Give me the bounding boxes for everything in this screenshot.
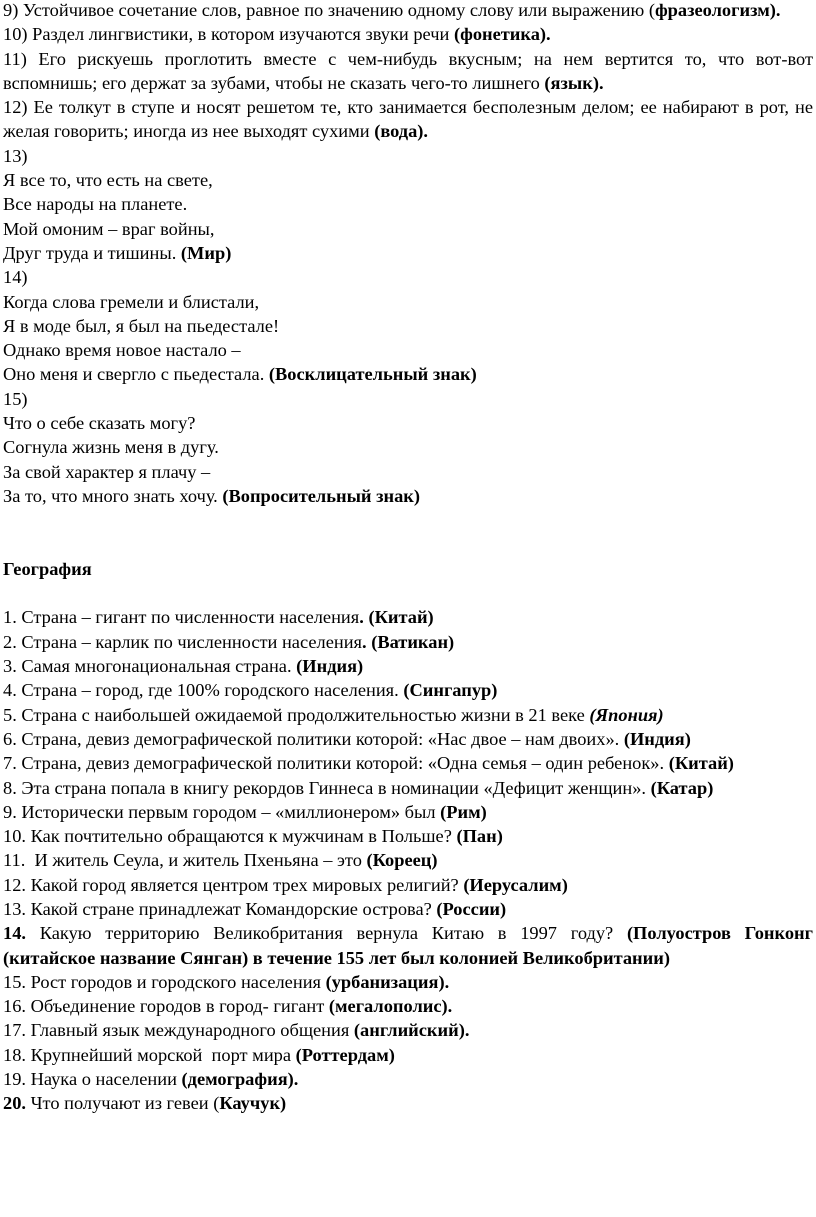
geo-q15-text: 15. Рост городов и городского населения xyxy=(3,971,326,992)
geo-q8 xyxy=(3,776,813,800)
geo-q14-text: Какую территорию Великобритания вернула Китаю в 1997 году? xyxy=(26,923,627,944)
geo-q9-text: 9. Исторически первым городом – «миллионером» был xyxy=(3,801,441,822)
riddle-answer: (Вопросительный знак) xyxy=(222,485,421,506)
geo-q7-answer: (Китай) xyxy=(668,753,734,774)
riddle-answer: (Восклицательный знак) xyxy=(268,364,477,385)
geo-q11-answer: (Кореец) xyxy=(366,850,438,871)
geo-q1 xyxy=(3,605,813,629)
item-12 xyxy=(3,95,813,144)
item-10-answer: (фонетика). xyxy=(453,24,551,45)
geo-q19-answer: (демография). xyxy=(181,1069,299,1090)
geo-q3-answer: (Индия) xyxy=(296,656,364,677)
riddle-number: 15) xyxy=(3,388,28,409)
geo-q8-text: 8. Эта страна попала в книгу рекордов Гиннеса в номинации «Дефицит женщин». xyxy=(3,777,651,798)
geo-q10 xyxy=(3,824,813,848)
geo-q20-text: Что получают из гевеи ( xyxy=(26,1093,220,1114)
geo-q16-text: 16. Объединение городов в город- гигант xyxy=(3,996,329,1017)
geo-q10-text: 10. Как почтительно обращаются к мужчинам в Польше? xyxy=(3,826,457,847)
riddle-last-line xyxy=(3,362,813,386)
section-spacer xyxy=(3,508,813,557)
item-12-answer: (вода). xyxy=(374,121,429,142)
heading-spacer xyxy=(3,581,813,605)
geo-q7 xyxy=(3,751,813,775)
geo-q3 xyxy=(3,654,813,678)
geo-q9-answer: (Рим) xyxy=(440,801,487,822)
geo-q10-answer: (Пан) xyxy=(456,826,503,847)
item-9-answer: фразеологизм). xyxy=(654,0,781,20)
geo-q17-text: 17. Главный язык международного общения xyxy=(3,1020,354,1041)
riddle-line: Я в моде был, я был на пьедестале! xyxy=(3,315,280,336)
geo-q6 xyxy=(3,727,813,751)
riddle-15 xyxy=(3,387,813,508)
geo-q4 xyxy=(3,678,813,702)
geo-q12-answer: (Иерусалим) xyxy=(463,874,568,895)
geo-q20-answer: Каучук) xyxy=(219,1093,287,1114)
geo-q5 xyxy=(3,703,813,727)
geo-q6-answer: (Индия) xyxy=(623,728,691,749)
riddle-number: 13) xyxy=(3,145,28,166)
riddle-line: Что о себе сказать могу? xyxy=(3,413,196,434)
geo-q16-answer: (мегалополис). xyxy=(328,996,453,1017)
geo-q16 xyxy=(3,994,813,1018)
geo-q13 xyxy=(3,897,813,921)
item-11-text: 11) Его рискуешь проглотить вместе с чем-нибудь вкусным; на нем вертится то, что вот-вот вспомнишь; его держат за зубами, чтобы не сказать чего-то лишнего xyxy=(3,48,813,93)
geo-q7-text: 7. Страна, девиз демографической политики которой: «Одна семья – один ребенок». xyxy=(3,753,669,774)
geo-q9 xyxy=(3,800,813,824)
geo-q12 xyxy=(3,873,813,897)
item-11 xyxy=(3,47,813,96)
geography-heading-text: География xyxy=(3,558,92,579)
riddle-line: Однако время новое настало – xyxy=(3,340,241,361)
riddle-last-line xyxy=(3,241,813,265)
geo-q4-answer: (Сингапур) xyxy=(403,680,498,701)
geo-q11-text: 11. И житель Сеула, и житель Пхеньяна – это xyxy=(3,850,367,871)
geo-q15 xyxy=(3,970,813,994)
item-12-text: 12) Ее толкут в ступе и носят решетом те, кто занимается бесполезным делом; ее набирают в рот, не желая говорить; иногда из нее выходят сухими xyxy=(3,97,813,142)
geo-q14-number: 14. xyxy=(3,923,26,944)
riddle-line-text: Оно меня и свергло с пьедестала. xyxy=(3,364,269,385)
geo-q3-text: 3. Самая многонациональная страна. xyxy=(3,656,297,677)
geo-q15-answer: (урбанизация). xyxy=(325,971,450,992)
geo-q1-answer: . (Китай) xyxy=(359,607,434,628)
riddle-line: Согнула жизнь меня в дугу. xyxy=(3,437,219,458)
riddle-14 xyxy=(3,265,813,386)
geography-heading xyxy=(3,557,813,581)
riddle-last-line xyxy=(3,484,813,508)
riddle-line: Когда слова гремели и блистали, xyxy=(3,291,260,312)
geo-q2-answer: . (Ватикан) xyxy=(362,631,455,652)
geo-q5-answer: (Япония) xyxy=(589,704,664,725)
item-9-text: 9) Устойчивое сочетание слов, равное по значению одному слову или выражению ( xyxy=(3,0,655,20)
item-10-text: 10) Раздел лингвистики, в котором изучаются звуки речи xyxy=(3,24,454,45)
geo-q14 xyxy=(3,921,813,970)
riddle-13 xyxy=(3,144,813,265)
geo-q20-number: 20. xyxy=(3,1093,26,1114)
riddle-line: За свой характер я плачу – xyxy=(3,461,211,482)
geo-q6-text: 6. Страна, девиз демографической политики которой: «Нас двое – нам двоих». xyxy=(3,728,624,749)
riddle-line: Мой омоним – враг войны, xyxy=(3,218,215,239)
riddle-number: 14) xyxy=(3,267,28,288)
geo-q4-text: 4. Страна – город, где 100% городского населения. xyxy=(3,680,404,701)
geo-q17-answer: (английский). xyxy=(353,1020,470,1041)
geo-q18-answer: (Роттердам) xyxy=(295,1044,395,1065)
geo-q5-text: 5. Страна с наибольшей ожидаемой продолжительностью жизни в 21 веке xyxy=(3,704,590,725)
geo-q11 xyxy=(3,848,813,872)
riddle-line: Все народы на планете. xyxy=(3,194,188,215)
riddle-line: Я все то, что есть на свете, xyxy=(3,170,213,191)
item-9 xyxy=(3,0,813,22)
riddle-line-text: Друг труда и тишины. xyxy=(3,242,181,263)
geo-q2 xyxy=(3,630,813,654)
geo-q8-answer: (Катар) xyxy=(650,777,714,798)
geo-q19 xyxy=(3,1067,813,1091)
riddle-answer: (Мир) xyxy=(180,242,232,263)
geo-q13-answer: (России) xyxy=(436,898,507,919)
geo-q12-text: 12. Какой город является центром трех мировых религий? xyxy=(3,874,464,895)
geo-q17 xyxy=(3,1018,813,1042)
geo-q14-answer: (Полуостров Гонконг (китайское название Сянган) в течение 155 лет был колонией Великобритании) xyxy=(3,923,813,968)
geo-q13-text: 13. Какой стране принадлежат Командорские острова? xyxy=(3,898,437,919)
geo-q20 xyxy=(3,1091,813,1115)
geo-q1-text: 1. Страна – гигант по численности населения xyxy=(3,607,360,628)
geo-q19-text: 19. Наука о населении xyxy=(3,1069,182,1090)
riddle-line-text: За то, что много знать хочу. xyxy=(3,485,223,506)
item-11-answer: (язык). xyxy=(544,72,604,93)
item-10 xyxy=(3,22,813,46)
geo-q18-text: 18. Крупнейший морской порт мира xyxy=(3,1044,296,1065)
geo-q2-text: 2. Страна – карлик по численности населения xyxy=(3,631,362,652)
geo-q18 xyxy=(3,1043,813,1067)
